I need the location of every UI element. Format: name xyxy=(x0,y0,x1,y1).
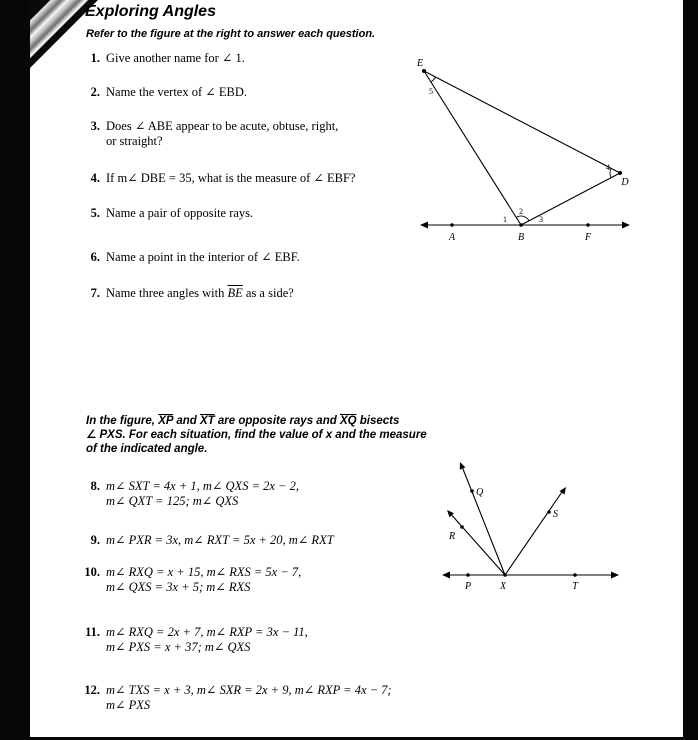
point-S xyxy=(547,510,551,514)
ray-XQ-notation: $\overline{XQ}$ xyxy=(339,415,357,427)
question-1 xyxy=(74,51,245,66)
ray-XT-notation: $\overline{XT}$ xyxy=(199,415,215,427)
question-number: 2. xyxy=(90,85,100,99)
question-text: m∠ RXQ = 2x + 7, m∠ RXP = 3x − 11, m∠ PXS = x + 37; m∠ QXS xyxy=(106,625,308,654)
arrow-right-icon xyxy=(622,222,630,229)
point-B xyxy=(519,223,523,227)
question-number: 1. xyxy=(90,51,100,65)
question-6 xyxy=(74,250,300,265)
instructions-line-2: ∠ PXS. For each situation, find the value of x and the measure xyxy=(86,429,427,441)
page-title: Exploring Angles xyxy=(85,3,216,20)
point-Q xyxy=(470,489,474,493)
angle-arc-4 xyxy=(610,168,611,177)
segment-EB xyxy=(424,71,521,225)
instructions-line-3: of the indicated angle. xyxy=(86,443,208,455)
question-text: m∠ PXR = 3x, m∠ RXT = 5x + 20, m∠ RXT xyxy=(106,533,334,547)
angle-label-2: 2 xyxy=(519,207,523,216)
point-label-B: B xyxy=(517,232,525,243)
question-number: 7. xyxy=(90,286,100,300)
ray-XR xyxy=(449,512,505,575)
question-text: m∠ RXQ = x + 15, m∠ RXS = 5x − 7, m∠ QXS = 3x + 5; m∠ RXS xyxy=(106,565,302,594)
question-7 xyxy=(74,286,294,301)
question-text: Give another name for ∠ 1. xyxy=(106,51,245,65)
arrow-left-icon xyxy=(442,572,450,579)
question-number: 8. xyxy=(90,479,100,493)
point-T xyxy=(573,573,577,577)
angle-arc-5 xyxy=(431,77,436,82)
point-P xyxy=(466,573,470,577)
ray-BE-notation: $\overline{BE}$ xyxy=(227,286,243,300)
question-number: 11. xyxy=(85,625,100,639)
question-12 xyxy=(74,683,392,713)
ray-XQ xyxy=(461,464,505,575)
question-number: 5. xyxy=(90,206,100,220)
segment-DB xyxy=(521,173,620,225)
point-D xyxy=(618,171,622,175)
point-label-P: P xyxy=(464,581,472,592)
instructions-section1: Refer to the figure at the right to answer each question. xyxy=(86,28,376,40)
question-9 xyxy=(74,533,334,548)
segment-ED xyxy=(424,71,620,173)
point-X xyxy=(503,573,507,577)
instructions-line-1: In the figure, $\overline{XP}$ and $\overline{XT}$ are opposite rays and $\overline{XQ}$ bisects xyxy=(86,415,400,427)
point-label-E: E xyxy=(416,58,424,69)
point-label-T: T xyxy=(572,581,578,592)
question-number: 3. xyxy=(90,119,100,133)
point-label-A: A xyxy=(448,232,456,243)
question-text: Name a pair of opposite rays. xyxy=(106,206,254,220)
question-8 xyxy=(74,479,299,509)
worksheet-page xyxy=(30,0,683,737)
point-label-D: D xyxy=(621,177,629,188)
arrow-right-icon xyxy=(611,572,619,579)
point-label-R: R xyxy=(449,531,456,542)
question-3 xyxy=(74,119,338,149)
question-5 xyxy=(74,206,253,221)
angle-label-3: 3 xyxy=(539,215,543,224)
question-text: Name three angles with $\overline{BE}$ as a side? xyxy=(106,286,294,300)
point-R xyxy=(460,525,464,529)
arrow-ray-Q-icon xyxy=(460,462,466,470)
question-text: Does ∠ ABE appear to be acute, obtuse, right, or straight? xyxy=(106,119,339,148)
question-2 xyxy=(74,85,247,100)
figure-angles-2 xyxy=(436,456,626,592)
point-label-F: F xyxy=(584,232,592,243)
instructions-section2 xyxy=(86,414,427,456)
question-11 xyxy=(74,625,308,655)
angle-label-4: 4 xyxy=(606,163,610,172)
question-number: 10. xyxy=(84,565,100,579)
question-number: 4. xyxy=(90,171,100,185)
question-10 xyxy=(74,565,301,595)
point-E xyxy=(422,69,426,73)
figure-angles-1 xyxy=(414,56,636,244)
point-label-X: X xyxy=(499,581,507,592)
question-text: Name a point in the interior of ∠ EBF. xyxy=(106,250,300,264)
point-F xyxy=(586,223,590,227)
question-number: 9. xyxy=(90,533,100,547)
point-A xyxy=(450,223,454,227)
question-number: 6. xyxy=(90,250,100,264)
arrow-left-icon xyxy=(420,222,428,229)
angle-label-1: 1 xyxy=(503,215,507,224)
ray-XS xyxy=(505,489,564,575)
point-label-S: S xyxy=(553,509,558,520)
question-text: If m∠ DBE = 35, what is the measure of ∠ EBF? xyxy=(106,171,356,185)
point-label-Q: Q xyxy=(476,487,484,498)
question-4 xyxy=(74,171,355,186)
angle-label-5: 5 xyxy=(429,87,433,96)
question-text: Name the vertex of ∠ EBD. xyxy=(106,85,247,99)
question-text: m∠ SXT = 4x + 1, m∠ QXS = 2x − 2, m∠ QXT = 125; m∠ QXS xyxy=(106,479,299,508)
ray-XP-notation: $\overline{XP}$ xyxy=(158,415,174,427)
question-number: 12. xyxy=(84,683,100,697)
question-text: m∠ TXS = x + 3, m∠ SXR = 2x + 9, m∠ RXP = 4x − 7; m∠ PXS xyxy=(106,683,392,712)
